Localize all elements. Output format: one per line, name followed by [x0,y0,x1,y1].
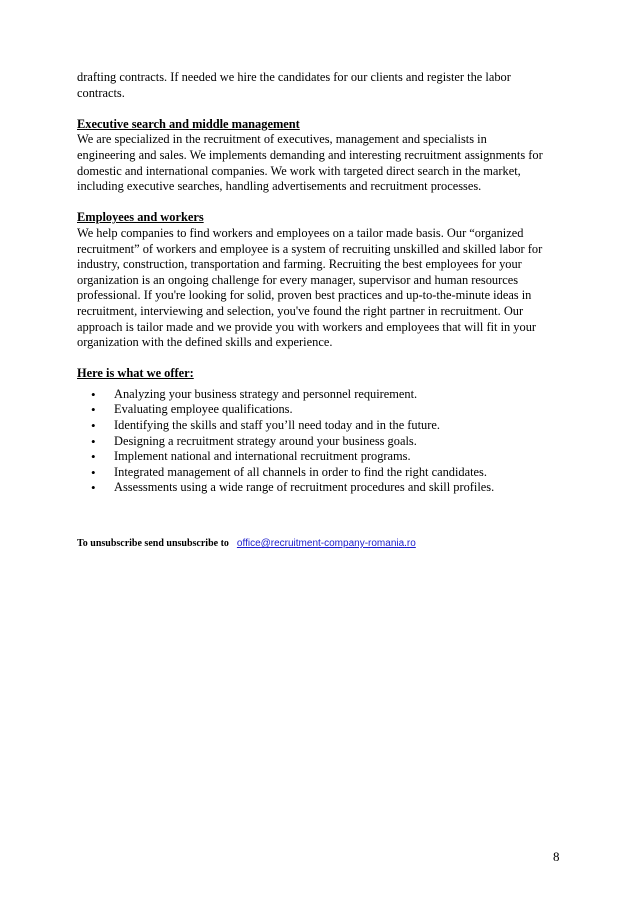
list-item [77,434,567,450]
executive-line: We are specialized in the recruitment of executives, management and specialists in [77,132,487,147]
executive-line: including executive searches, handling advertisements and recruitment processes. [77,179,482,194]
list-item [77,418,567,434]
document-page [77,70,567,496]
executive-line: domestic and international companies. We work with targeted direct search in the market, [77,163,521,178]
intro-line: drafting contracts. If needed we hire the candidates for our clients and register the labor [77,70,511,84]
employees-line: organization with the defined skills and experience. [77,335,333,350]
executive-heading: Executive search and middle management [77,116,300,131]
unsubscribe-email-link[interactable]: office@recruitment-company-romania.ro [236,538,416,549]
spacer [77,195,567,211]
bullet-icon: • [91,433,96,449]
offer-list [77,387,567,496]
employees-line: recruitment” of workers and employee is a system of recruiting unskilled and skilled labor for [77,241,543,256]
executive-line: engineering and sales. We implements demanding and interesting recruitment assignments for [77,147,543,162]
employees-heading: Employees and workers [77,210,204,225]
spacer [77,351,567,367]
offer-item-text: Identifying the skills and staff you’ll need today and in the future. [114,418,440,433]
employees-line: recruitment, interviewing and selection, you've found the right partner in recruitment. Our [77,303,524,318]
bullet-icon: • [91,449,96,465]
list-item [77,402,567,418]
unsubscribe-note [77,537,416,550]
intro-line: contracts. [77,85,125,100]
spacer [77,101,567,117]
offer-item-text: Assessments using a wide range of recruitment procedures and skill profiles. [114,480,495,495]
employees-line: professional. If you're looking for solid, proven best practices and up-to-the-minute ideas in [77,288,532,303]
employees-line: organization is an ongoing challenge for every manager, supervisor and human resources [77,272,519,287]
executive-section [77,117,567,195]
offer-item-text: Implement national and international recruitment programs. [114,449,411,464]
bullet-icon: • [91,464,96,480]
list-item [77,480,567,496]
employees-line: approach is tailor made and we provide you with workers and employees that will fit in your [77,319,537,334]
unsubscribe-text: To unsubscribe send unsubscribe to [77,538,229,549]
list-item [77,387,567,403]
list-item [77,449,567,465]
bullet-icon: • [91,480,96,496]
offer-item-text: Analyzing your business strategy and personnel requirement. [114,386,418,401]
offer-section [77,366,567,496]
bullet-icon: • [91,418,96,434]
bullet-icon: • [91,402,96,418]
offer-item-text: Designing a recruitment strategy around your business goals. [114,433,417,448]
bullet-icon: • [91,386,96,402]
offer-heading: Here is what we offer: [77,366,194,381]
employees-section [77,210,567,350]
page-number: 8 [553,849,560,864]
list-item [77,465,567,481]
intro-paragraph [77,70,567,101]
employees-line: industry, construction, transportation and farming. Recruiting the best employees for your [77,257,522,272]
offer-item-text: Integrated management of all channels in order to find the right candidates. [114,464,487,479]
employees-line: We help companies to find workers and employees on a tailor made basis. Our “organized [77,225,524,240]
offer-item-text: Evaluating employee qualifications. [114,402,293,417]
